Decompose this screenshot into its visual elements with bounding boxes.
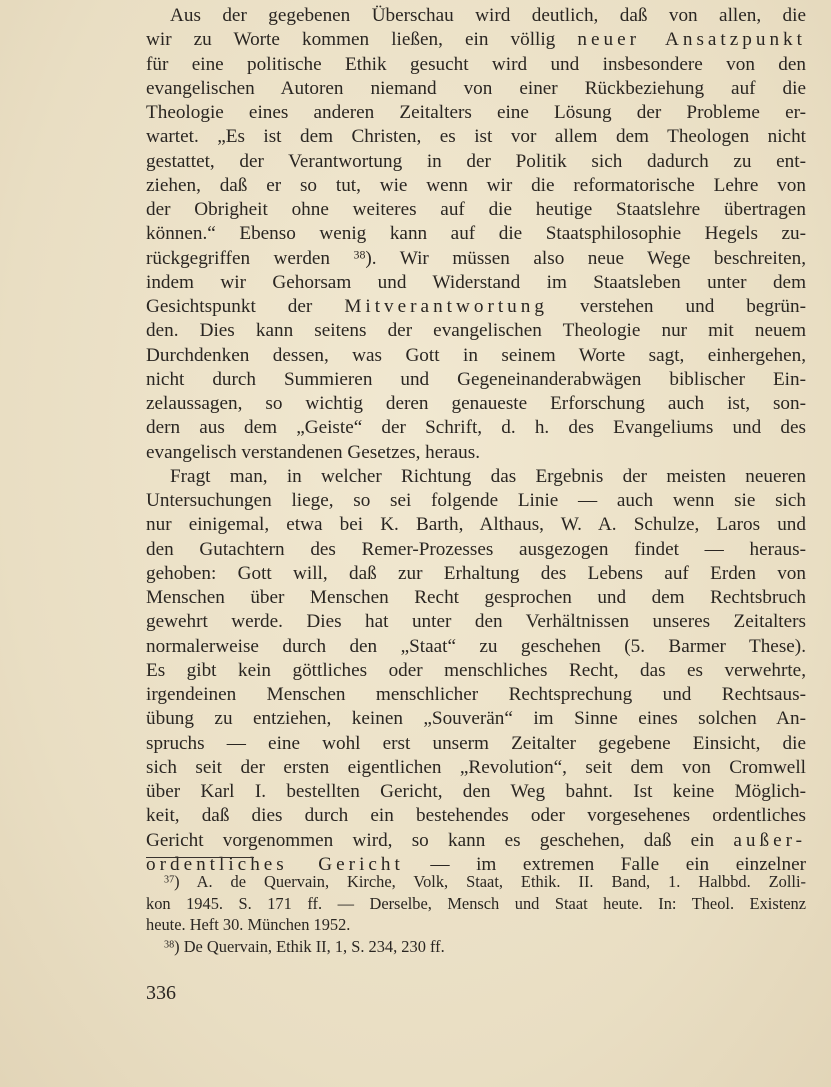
text-line: Durchdenken dessen, was Gott in seinem Worte sagt, einhergehen, (146, 344, 806, 366)
footnote (146, 871, 806, 936)
footnote-text: ) A. de Quervain, Kirche, Volk, Staat, Ethik. II. Band, 1. Halbbd. Zolli- (174, 872, 806, 891)
text-line: spruchs — eine wohl erst unserm Zeitalter gegebene Einsicht, die (146, 732, 806, 754)
text-line: Fragt man, in welcher Richtung das Ergebnis der meisten neueren (170, 465, 806, 487)
footnote-line (146, 914, 806, 936)
emphasized-text: Mitverantwortung (344, 296, 548, 317)
text-line: irgendeinen Menschen menschlicher Rechtsprechung und Rechtsaus- (146, 684, 806, 705)
text-line: über Karl I. bestellten Gericht, den Weg bahnt. Ist keine Möglich- (146, 781, 806, 802)
text-line: wartet. „Es ist dem Christen, es ist vor allem dem Theologen nicht (146, 126, 806, 148)
text-segment: Gericht vorgenommen wird, so kann es geschehen, daß ein (146, 829, 734, 851)
footnote-line (146, 936, 806, 958)
text-line: den. Dies kann seitens der evangelischen Theologie nur mit neuem (146, 320, 806, 342)
text-line: evangelischen Autoren niemand von einer Rückbeziehung auf die (146, 77, 806, 99)
text-line: übung zu entziehen, keinen „Souverän“ im Sinne eines solchen An- (146, 708, 806, 730)
text-line: dern aus dem „Geiste“ der Schrift, d. h. des Evangeliums und des (146, 417, 806, 439)
text-line: gewehrt werde. Dies hat unter den Verhältnissen unseres Zeitalters (146, 611, 806, 633)
footnote-number: 37 (164, 874, 175, 886)
footnote-text: heute. Heft 30. München 1952. (146, 915, 351, 934)
text-line: Theologie eines anderen Zeitalters eine Lösung der Probleme er- (146, 102, 806, 123)
footnote-number: 38 (164, 938, 175, 950)
text-segment: verstehen und begrün- (547, 296, 806, 317)
emphasized-text: außer- (733, 829, 806, 851)
text-line: evangelisch verstandenen Gesetzes, heraus. (146, 441, 481, 463)
footnote-line (146, 871, 806, 893)
text-line (146, 247, 806, 271)
text-line: normalerweise durch den „Staat“ zu geschehen (5. Barmer These). (146, 635, 806, 657)
text-line: können.“ Ebenso wenig kann auf die Staatsphilosophie Hegels zu- (146, 223, 806, 245)
text-line: keit, daß dies durch ein bestehendes oder vorgesehenes ordentliches (146, 805, 806, 827)
footnote (146, 936, 806, 958)
text-line: ziehen, daß er so tut, wie wenn wir die reformatorische Lehre von (146, 174, 806, 196)
text-line: nur einigemal, etwa bei K. Barth, Althaus, W. A. Schulze, Laros und (146, 514, 806, 536)
text-segment: Gesichtspunkt der (146, 296, 345, 317)
text-line: Untersuchungen liege, so sei folgende Linie — auch wenn sie sich (146, 490, 806, 511)
text-line: nicht durch Summieren und Gegeneinanderabwägen biblischer Ein- (146, 368, 806, 390)
text-line (146, 295, 806, 319)
text-line: zelaussagen, so wichtig deren genaueste Erforschung auch ist, son- (146, 393, 806, 414)
text-line: gestattet, der Verantwortung in der Politik sich dadurch zu ent- (146, 150, 806, 172)
text-segment: wir zu Worte kommen ließen, ein völlig (146, 29, 578, 51)
text-line (146, 28, 806, 52)
main-text (146, 4, 806, 877)
text-segment: — im extremen Falle ein einzelner (403, 853, 806, 875)
text-line: für eine politische Ethik gesucht wird und insbesondere von den (146, 53, 806, 75)
footnote-text: ) De Quervain, Ethik II, 1, S. 234, 230 ff. (174, 936, 445, 956)
emphasized-text: neuer Ansatzpunkt (577, 29, 806, 51)
footnotes (146, 871, 806, 957)
footnote-line (146, 893, 806, 915)
text-line: Menschen über Menschen Recht gesprochen und dem Rechtsbruch (146, 587, 806, 608)
text-line: gehoben: Gott will, daß zur Erhaltung des Lebens auf Erden von (146, 562, 806, 584)
text-line: der Obrigheit ohne weiteres auf die heutige Staatslehre übertragen (146, 199, 806, 220)
footnote-text: kon 1945. S. 171 ff. — Derselbe, Mensch und Staat heute. In: Theol. Existenz (146, 893, 806, 913)
footnote-reference: 38 (353, 247, 366, 262)
footnote-separator (146, 857, 254, 858)
text-segment: ). Wir müssen also neue Wege beschreiten, (365, 247, 807, 269)
text-line (146, 829, 806, 853)
emphasized-text: ordentliches Gericht (146, 853, 404, 875)
text-segment: rückgegriffen werden (146, 247, 354, 269)
text-line: sich seit der ersten eigentlichen „Revolution“, seit dem von Cromwell (146, 756, 806, 778)
text-line: Es gibt kein göttliches oder menschliches Recht, das es verwehrte, (146, 659, 806, 681)
text-line: den Gutachtern des Remer-Prozesses ausgezogen findet — heraus- (146, 538, 806, 560)
text-line: indem wir Gehorsam und Widerstand im Staatsleben unter dem (146, 271, 806, 293)
page-number: 336 (146, 982, 176, 1004)
text-line: Aus der gegebenen Überschau wird deutlich, daß von allen, die (170, 5, 806, 26)
